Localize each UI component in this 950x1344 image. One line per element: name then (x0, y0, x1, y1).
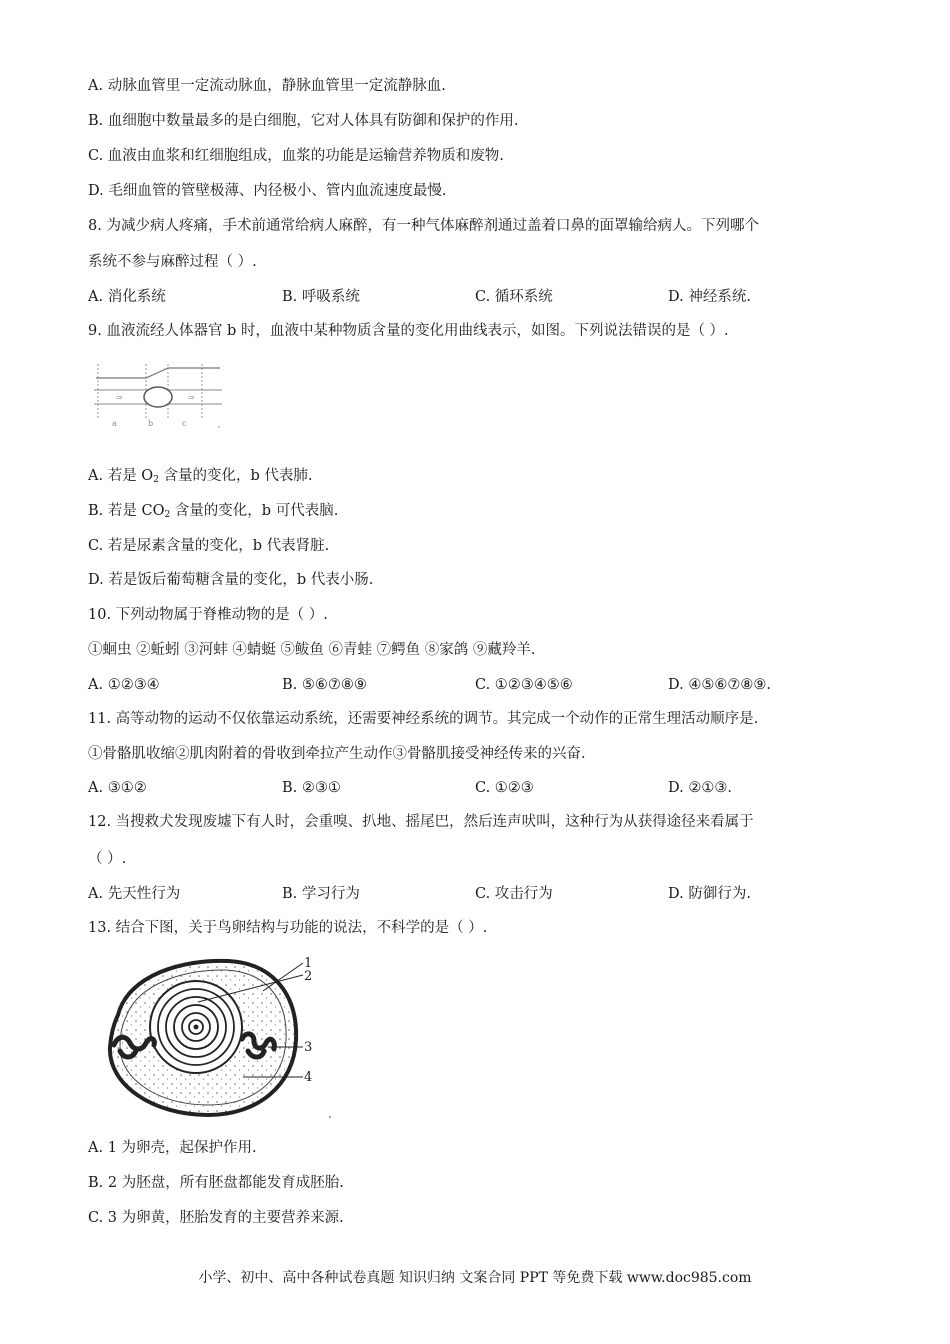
svg-text:⇨: ⇨ (188, 393, 195, 402)
q10-option-c: C. ①②③④⑤⑥ (475, 677, 573, 693)
bird-egg-figure (98, 955, 338, 1120)
q9-option-b: B. 若是 $CO_2$ 含量的变化，b 可代表脑. (88, 503, 339, 520)
q8-option-a: A. 消化系统 (88, 289, 166, 305)
q9-stem: 9. 血液流经人体器官 b 时，血液中某种物质含量的变化用曲线表示，如图。下列说法错误的是（ ）. (88, 323, 729, 339)
q12-stem-line2: （ ）. (88, 851, 127, 867)
q8-stem-line2: 系统不参与麻醉过程（ ）. (88, 254, 257, 270)
fig-label-b: b (148, 419, 154, 428)
svg-text:⇨: ⇨ (116, 393, 123, 402)
egg-label-4: 4 (304, 1070, 313, 1085)
q10-list: ①蛔虫 ②蚯蚓 ③河蚌 ④蜻蜓 ⑤鲅鱼 ⑥青蛙 ⑦鳄鱼 ⑧家鸽 ⑨藏羚羊. (88, 642, 536, 658)
q8-stem-line1: 8. 为减少病人疼痛，手术前通常给病人麻醉，有一种气体麻醉剂通过盖着口鼻的面罩输给病人。下列哪个 (88, 218, 759, 234)
q13-stem: 13. 结合下图，关于鸟卵结构与功能的说法，不科学的是（ ）. (88, 920, 488, 936)
q13-option-b: B. 2 为胚盘，所有胚盘都能发育成胚胎. (88, 1175, 344, 1191)
q7-option-c: C. 血液由血浆和红细胞组成，血浆的功能是运输营养物质和废物. (88, 148, 504, 164)
q8-option-b: B. 呼吸系统 (282, 289, 360, 305)
q10-stem: 10. 下列动物属于脊椎动物的是（ ）. (88, 607, 328, 623)
q12-option-c: C. 攻击行为 (475, 886, 553, 902)
egg-label-3: 3 (304, 1040, 313, 1055)
q11-option-a: A. ③①② (88, 780, 147, 796)
q13-option-a: A. 1 为卵壳，起保护作用. (88, 1140, 257, 1156)
egg-label-2: 2 (304, 969, 313, 984)
egg-label-1: 1 (304, 956, 313, 971)
q7-option-d: D. 毛细血管的管壁极薄、内径极小、管内血流速度最慢. (88, 183, 447, 199)
q8-option-d: D. 神经系统. (668, 289, 751, 305)
q13-option-c: C. 3 为卵黄，胚胎发育的主要营养来源. (88, 1210, 344, 1226)
blood-flow-figure (92, 362, 227, 432)
q11-option-d: D. ②①③. (668, 780, 732, 796)
q9-option-d: D. 若是饭后葡萄糖含量的变化，b 代表小肠. (88, 572, 374, 588)
q12-stem-line1: 12. 当搜救犬发现废墟下有人时，会重嗅、扒地、摇尾巴，然后连声吠叫，这种行为从获得途径来看属于 (88, 814, 754, 830)
q11-option-c: C. ①②③ (475, 780, 534, 796)
q10-option-d: D. ④⑤⑥⑦⑧⑨. (668, 677, 771, 693)
q7-option-a: A. 动脉血管里一定流动脉血，静脉血管里一定流静脉血. (88, 78, 446, 94)
q11-option-b: B. ②③① (282, 780, 341, 796)
q9-option-a: A. 若是 $O_2$ 含量的变化，b 代表肺. (88, 468, 313, 485)
q10-option-b: B. ⑤⑥⑦⑧⑨ (282, 677, 367, 693)
fig-label-c: c (182, 419, 187, 428)
fig-label-a: a (112, 419, 117, 428)
q12-option-d: D. 防御行为. (668, 886, 751, 902)
q10-option-a: A. ①②③④ (88, 677, 160, 693)
q11-list: ①骨骼肌收缩②肌肉附着的骨收到牵拉产生动作③骨骼肌接受神经传来的兴奋. (88, 746, 586, 762)
q8-option-c: C. 循环系统 (475, 289, 553, 305)
q9-option-c: C. 若是尿素含量的变化，b 代表肾脏. (88, 538, 330, 554)
q11-stem: 11. 高等动物的运动不仅依靠运动系统，还需要神经系统的调节。其完成一个动作的正常生理活动顺序是. (88, 711, 759, 727)
q7-option-b: B. 血细胞中数量最多的是白细胞，它对人体具有防御和保护的作用. (88, 113, 519, 129)
page-footer: 小学、初中、高中各种试卷真题 知识归纳 文案合同 PPT 等免费下载 www.doc985.com (198, 1270, 752, 1286)
q12-option-a: A. 先天性行为 (88, 886, 181, 902)
q12-option-b: B. 学习行为 (282, 886, 360, 902)
